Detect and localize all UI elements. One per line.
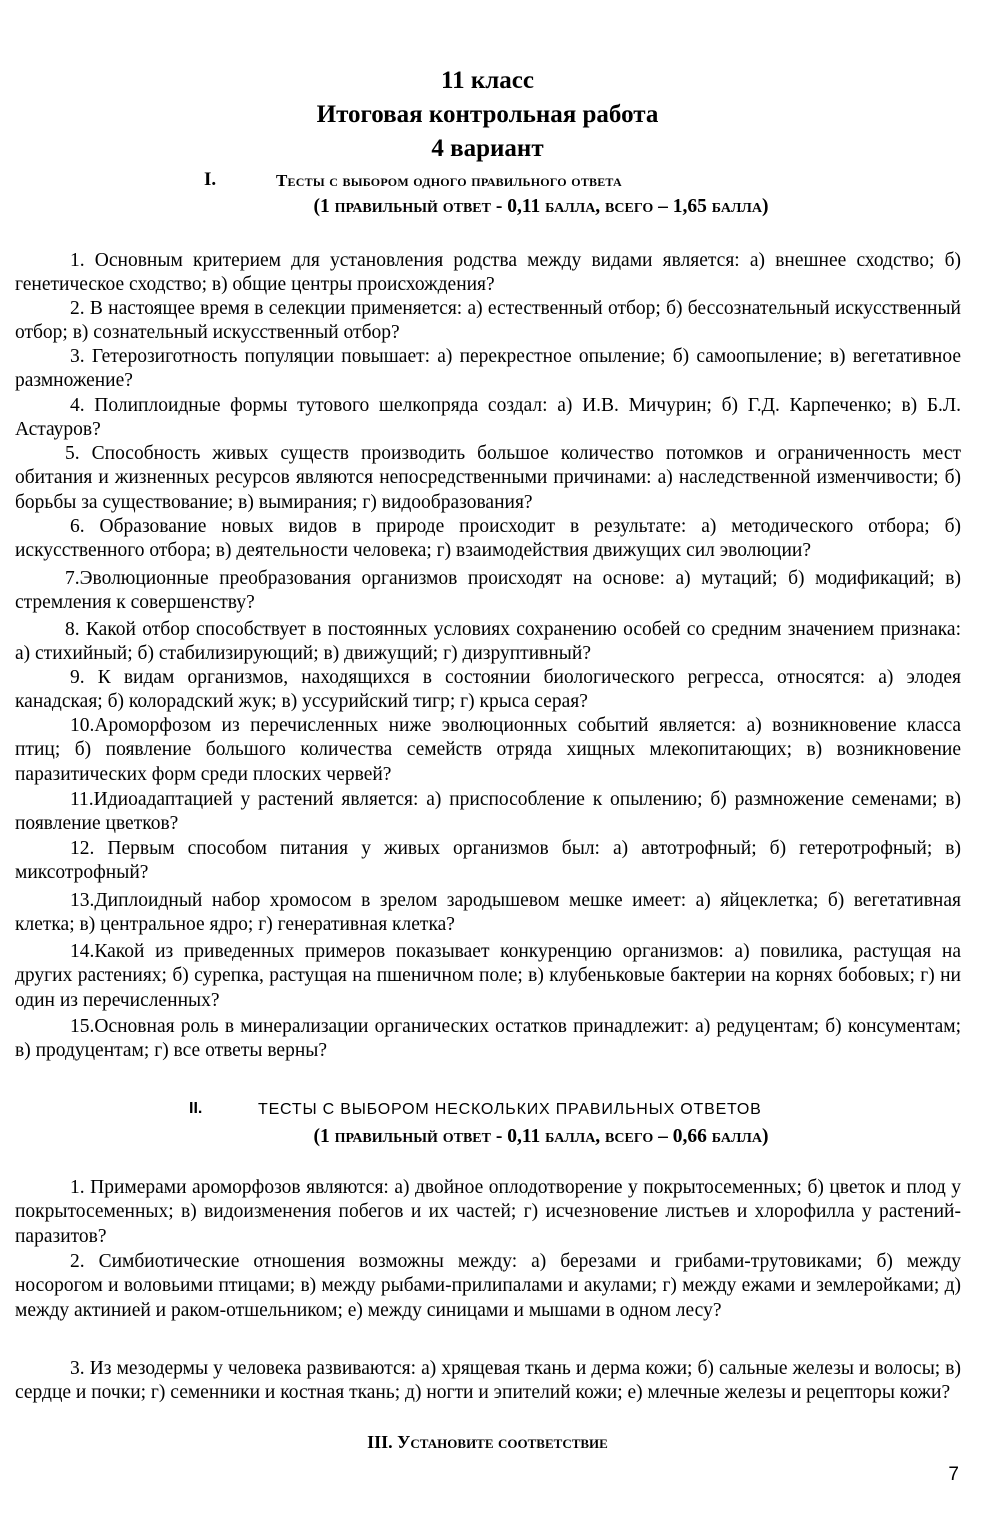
question-1-4: 4. Полиплоидные формы тутового шелкопряда создал: а) И.В. Мичурин; б) Г.Д. Карпеченко; в) Б.Л. Астауров?: [15, 395, 961, 441]
section1-heading: [0, 167, 995, 221]
section2-number: II.: [189, 1100, 203, 1117]
question-2-2: 2. Симбиотические отношения возможны между: а) березами и грибами-трутовиками; б) между носорогом и воловьими птицами; в) между рыбами-прилипалами и акулами; г) между ежами и землеройками; д) между актинией и раком-отшельником; е) между синицами и мышами в одном лесу?: [15, 1251, 961, 1321]
page-title: Итоговая контрольная работа: [316, 101, 659, 128]
variant-heading: 4 вариант: [431, 135, 544, 162]
question-1-1: 1. Основным критерием для установления родства между видами является: а) внешнее сходство; б) генетическое сходство; в) общие центры происхождения?: [15, 250, 961, 296]
page-number: 7: [948, 1464, 959, 1485]
section2-title: ТЕСТЫ С ВЫБОРОМ НЕСКОЛЬКИХ ПРАВИЛЬНЫХ ОТВЕТОВ: [258, 1101, 762, 1118]
question-1-12: 12. Первым способом питания у живых организмов был: а) автотрофный; б) гетеротрофный; в) миксотрофный?: [15, 838, 961, 884]
question-1-11: 11.Идиоадаптацией у растений является: а) приспособление к опылению; б) размножение семенами; в) появление цветков?: [15, 789, 961, 835]
document-header: [0, 64, 975, 166]
question-1-9: 9. К видам организмов, находящихся в состоянии биологического регресса, относятся: а) элодея канадская; б) колорадский жук; в) уссурийский тигр; г) крыса серая?: [15, 667, 961, 713]
section3-heading: III. Установите соответствие: [367, 1432, 608, 1452]
question-1-7: 7.Эволюционные преобразования организмов происходят на основе: а) мутаций; б) модификаций; в) стремления к совершенству?: [15, 568, 961, 614]
section2-scoring: (1 правильный ответ - 0,11 балла, всего – 0,66 балла): [313, 1126, 769, 1147]
question-2-1: 1. Примерами ароморфозов являются: а) двойное оплодотворение у покрытосеменных; б) цветок и плод у покрытосеменных; в) видоизменения побегов и их частей; г) исчезновение листьев и хлорофилла у растений-паразитов?: [15, 1177, 961, 1247]
section1-number: I.: [204, 169, 217, 190]
question-1-13: 13.Диплоидный набор хромосом в зрелом зародышевом мешке имеет: а) яйцеклетка; б) вегетативная клетка; в) центральное ядро; г) генеративная клетка?: [15, 890, 961, 936]
grade-heading: 11 класс: [441, 67, 534, 94]
question-1-14: 14.Какой из приведенных примеров показывает конкуренцию организмов: а) повилика, растущая на других растениях; б) сурепка, растущая на пшеничном поле; в) клубеньковые бактерии на корнях бобовых; г) ни один из перечисленных?: [15, 941, 961, 1011]
question-1-15: 15.Основная роль в минерализации органических остатков принадлежит: а) редуцентам; б) консументам; в) продуцентам; г) все ответы верны?: [15, 1016, 961, 1062]
section2-heading: [0, 1097, 995, 1151]
question-1-5: 5. Способность живых существ производить большое количество потомков и ограниченность мест обитания и жизненных ресурсов являются непосредственными причинами: а) наследственной изменчивости; б) борьбы за существование; в) вымирания; г) видообразования?: [15, 443, 961, 513]
question-1-6: 6. Образование новых видов в природе происходит в результате: а) методического отбора; б) искусственного отбора; в) деятельности человека; г) взаимодействия движущих сил эволюции?: [15, 516, 961, 562]
question-1-10: 10.Ароморфозом из перечисленных ниже эволюционных событий является: а) возникновение класса птиц; б) появление большого количества семейств отряда хищных млекопитающих; в) возникновение паразитических форм среди плоских червей?: [15, 715, 961, 785]
section1-title: Тесты с выбором одного правильного ответа: [276, 171, 622, 190]
question-1-3: 3. Гетерозиготность популяции повышает: а) перекрестное опыление; б) самоопыление; в) вегетативное размножение?: [15, 346, 961, 392]
question-2-3: 3. Из мезодермы у человека развиваются: а) хрящевая ткань и дерма кожи; б) сальные железы и волосы; в) сердце и почки; г) семенники и костная ткань; д) ногти и эпителий кожи; е) млечные железы и рецепторы кожи?: [15, 1358, 961, 1404]
question-1-2: 2. В настоящее время в селекции применяется: а) естественный отбор; б) бессознательный искусственный отбор; в) сознательный искусственный отбор?: [15, 298, 961, 344]
question-1-8: 8. Какой отбор способствует в постоянных условиях сохранению особей со средним значением признака: а) стихийный; б) стабилизирующий; в) движущий; г) дизруптивный?: [15, 619, 961, 665]
section1-scoring: (1 правильный ответ - 0,11 балла, всего – 1,65 балла): [313, 196, 769, 217]
